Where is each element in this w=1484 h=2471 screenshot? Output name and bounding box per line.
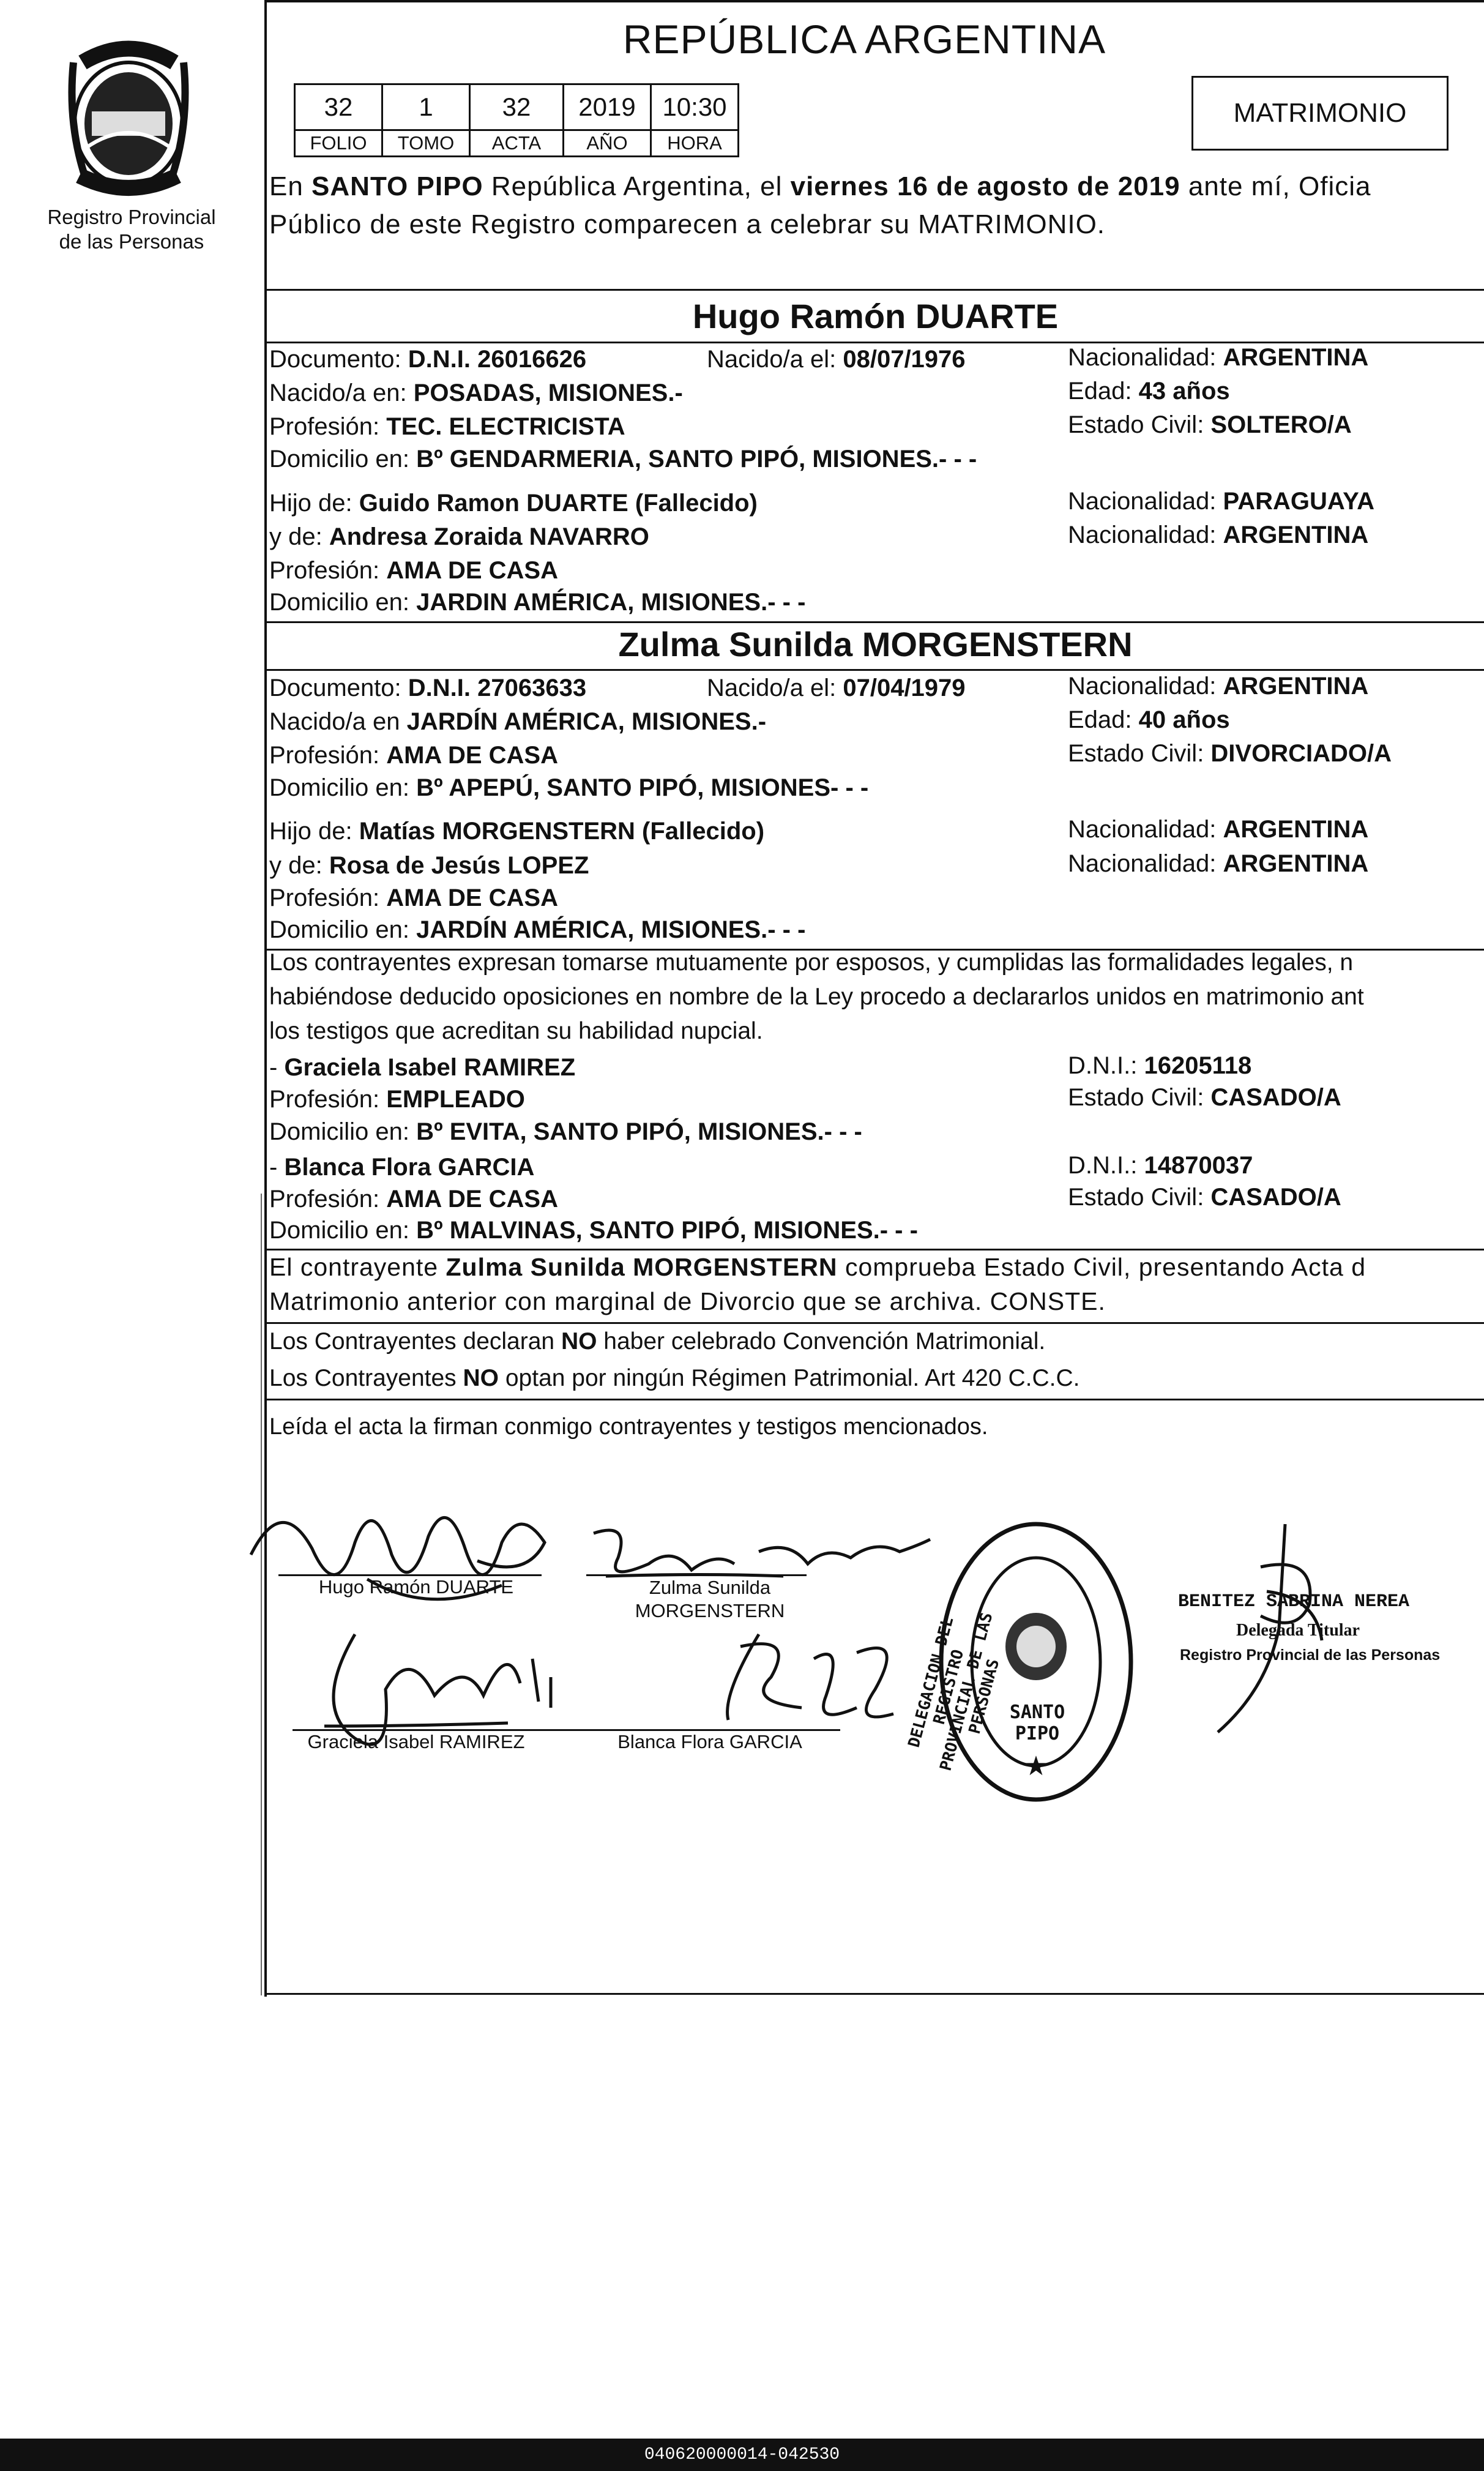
label: Domicilio en: (269, 446, 417, 473)
bride-nationality (1068, 673, 1368, 700)
witness2-civil-status (1068, 1184, 1341, 1211)
value: Bº GENDARMERIA, SANTO PIPÓ, MISIONES.- - - (416, 446, 977, 473)
value: ARGENTINA (1223, 850, 1369, 877)
groom-civil-status (1068, 411, 1352, 439)
bride-name: Zulma Sunilda MORGENSTERN (618, 625, 1133, 664)
registry-label (24, 205, 239, 254)
value: AMA DE CASA (386, 1186, 558, 1213)
bride-signature-name (581, 1576, 838, 1623)
groom-name: Hugo Ramón DUARTE (692, 297, 1059, 335)
bride-father-nationality (1068, 816, 1368, 843)
label: Domicilio en: (269, 1217, 417, 1244)
groom-document (269, 346, 586, 373)
declaration-line2: habiéndose deducido oposiciones en nombre de la Ley procedo a declararlos unidos en matrimonio ant (269, 984, 1364, 1010)
witness1-dni (1068, 1052, 1251, 1080)
civil-status-note (269, 1250, 1484, 1318)
value: AMA DE CASA (386, 742, 558, 769)
anio-value: 2019 (564, 84, 651, 130)
label: Profesión: (269, 884, 387, 911)
label: Domicilio en: (269, 916, 417, 943)
intro-paragraph (269, 168, 1484, 244)
tomo-value: 1 (382, 84, 470, 130)
value: AMA DE CASA (386, 557, 558, 584)
bride-document (269, 675, 586, 702)
value: PARAGUAYA (1223, 488, 1374, 515)
bride-signature-line2: MORGENSTERN (635, 1600, 785, 1621)
label: Domicilio en: (269, 589, 417, 616)
label: Nacionalidad: (1068, 344, 1223, 371)
value: ARGENTINA (1223, 673, 1369, 700)
value: Andresa Zoraida NAVARRO (329, 523, 649, 550)
value: 08/07/1976 (843, 346, 966, 373)
value: AMA DE CASA (386, 884, 558, 911)
value: JARDIN AMÉRICA, MISIONES.- - - (416, 589, 806, 616)
value: 40 años (1138, 706, 1230, 733)
intro-text: ante mí, Oficia (1180, 171, 1371, 201)
groom-profession (269, 413, 625, 441)
label: Nacionalidad: (1068, 816, 1223, 843)
text: comprueba Estado Civil, presentando Acta d (837, 1253, 1367, 1281)
civil-note-line1 (269, 1250, 1484, 1284)
no: NO (561, 1328, 597, 1355)
intro-text: En (269, 171, 312, 201)
groom-parents-address (269, 589, 805, 616)
label: Domicilio en: (269, 1118, 417, 1145)
text: haber celebrado Convención Matrimonial. (597, 1328, 1046, 1355)
groom-mother (269, 523, 649, 551)
name: Zulma Sunilda MORGENSTERN (446, 1253, 838, 1281)
hora-value: 10:30 (651, 84, 739, 130)
officer-name: BENITEZ SABRINA NEREA (1178, 1591, 1410, 1612)
value: 07/04/1979 (843, 675, 966, 701)
value: TEC. ELECTRICISTA (386, 413, 625, 440)
value: JARDÍN AMÉRICA, MISIONES.- (406, 708, 767, 735)
label: Nacionalidad: (1068, 673, 1223, 700)
record-meta-grid (294, 83, 739, 157)
registry-label-line2: de las Personas (59, 230, 204, 253)
bride-mother (269, 852, 589, 880)
label: D.N.I.: (1068, 1052, 1144, 1079)
bride-parents-profession (269, 884, 558, 912)
registry-label-line1: Registro Provincial (47, 206, 216, 228)
value: Guido Ramon DUARTE (Fallecido) (359, 490, 758, 517)
anio-label: AÑO (564, 130, 651, 157)
acta-value: 32 (470, 84, 564, 130)
value: Bº EVITA, SANTO PIPÓ, MISIONES.- - - (416, 1118, 862, 1145)
value: ARGENTINA (1223, 521, 1369, 548)
bride-signature-line1: Zulma Sunilda (649, 1577, 771, 1598)
top-rule (267, 0, 1484, 2)
label: D.N.I.: (1068, 1152, 1144, 1179)
value: CASADO/A (1210, 1084, 1341, 1111)
officer-organization: Registro Provincial de las Personas (1180, 1647, 1441, 1664)
label: Hijo de: (269, 490, 359, 517)
groom-father (269, 490, 758, 517)
intro-place: SANTO PIPO (311, 171, 483, 201)
value: Rosa de Jesús LOPEZ (329, 852, 589, 879)
groom-birthplace (269, 379, 683, 407)
rule (267, 342, 1484, 343)
value: ARGENTINA (1223, 816, 1369, 843)
label: Nacido/a en: (269, 379, 414, 406)
declaration-line3: los testigos que acreditan su habilidad nupcial. (269, 1018, 763, 1044)
convention-paragraph (269, 1323, 1484, 1397)
value: CASADO/A (1210, 1184, 1341, 1211)
value: Graciela Isabel RAMIREZ (284, 1054, 576, 1081)
value: D.N.I. 26016626 (408, 346, 587, 373)
label: Domicilio en: (269, 774, 417, 801)
witness1-profession (269, 1086, 525, 1113)
bride-birthdate (707, 675, 966, 702)
label: Nacionalidad: (1068, 521, 1223, 548)
value: ARGENTINA (1223, 344, 1369, 371)
witness2-signature-name: Blanca Flora GARCIA (617, 1731, 802, 1752)
rule (267, 669, 1484, 671)
value: POSADAS, MISIONES.- (413, 379, 683, 406)
record-type-box: MATRIMONIO (1191, 76, 1449, 151)
intro-text: República Argentina, el (483, 171, 791, 201)
officer-title: Delegada Titular (1236, 1621, 1360, 1640)
text: optan por ningún Régimen Patrimonial. Art 420 C.C.C. (499, 1365, 1080, 1391)
groom-parents-profession (269, 557, 558, 585)
declaration-line1: Los contrayentes expresan tomarse mutuamente por esposos, y cumplidas las formalidades legales, n (269, 949, 1354, 976)
intro-line1 (269, 168, 1484, 206)
label: Estado Civil: (1068, 740, 1211, 767)
stamp-outer-text: DELEGACION DEL REGISTRO PROVINCIAL DE LAS PERSONAS (904, 1610, 1004, 1773)
bride-mother-nationality (1068, 850, 1368, 878)
label: Profesión: (269, 413, 387, 440)
bride-profession (269, 742, 558, 769)
label: Edad: (1068, 706, 1139, 733)
value: Blanca Flora GARCIA (284, 1154, 535, 1181)
value: DIVORCIADO/A (1210, 740, 1392, 767)
bottom-rule (267, 1993, 1484, 1995)
label: Profesión: (269, 1186, 387, 1213)
witness2-signature (704, 1622, 912, 1744)
no: NO (463, 1365, 499, 1391)
value: Bº MALVINAS, SANTO PIPÓ, MISIONES.- - - (416, 1217, 918, 1244)
convention-line2 (269, 1360, 1484, 1397)
groom-signature (245, 1481, 563, 1622)
acta-label: ACTA (470, 130, 564, 157)
value: 43 años (1138, 378, 1230, 405)
label: Nacionalidad: (1068, 850, 1223, 877)
rule (267, 1399, 1484, 1400)
stamp-inner-text: SANTO PIPO (1009, 1702, 1065, 1744)
witness2-dni (1068, 1152, 1253, 1179)
label: y de: (269, 852, 329, 879)
witness1-signature-name: Graciela Isabel RAMIREZ (307, 1731, 525, 1752)
bride-address (269, 774, 868, 802)
folio-value: 32 (295, 84, 382, 130)
label: Estado Civil: (1068, 411, 1211, 438)
label: Documento: (269, 675, 408, 701)
bride-birthplace (269, 708, 766, 736)
value: D.N.I. 27063633 (408, 675, 587, 701)
value: JARDÍN AMÉRICA, MISIONES.- - - (416, 916, 806, 943)
label: Nacido/a el: (707, 675, 843, 701)
groom-age (1068, 378, 1230, 405)
intro-line2: Público de este Registro comparecen a celebrar su MATRIMONIO. (269, 209, 1106, 239)
value: Bº APEPÚ, SANTO PIPÓ, MISIONES- - - (416, 774, 869, 801)
groom-nationality (1068, 344, 1368, 372)
groom-father-nationality (1068, 488, 1374, 515)
witness1-address (269, 1118, 862, 1146)
witness1-name: - Graciela Isabel RAMIREZ (269, 1054, 576, 1081)
rule (267, 621, 1484, 623)
label: Nacido/a el: (707, 346, 843, 373)
bride-age (1068, 706, 1230, 734)
hora-label: HORA (651, 130, 739, 157)
value: 14870037 (1144, 1152, 1253, 1179)
text: El contrayente (269, 1253, 446, 1281)
tomo-label: TOMO (382, 130, 470, 157)
groom-signature-name: Hugo Ramón DUARTE (318, 1576, 514, 1598)
civil-note-line2: Matrimonio anterior con marginal de Divorcio que se archiva. CONSTE. (269, 1287, 1106, 1315)
label: Profesión: (269, 742, 387, 769)
label: Hijo de: (269, 818, 359, 845)
value: EMPLEADO (386, 1086, 525, 1113)
rule (267, 289, 1484, 291)
label: Edad: (1068, 378, 1139, 405)
label: Profesión: (269, 557, 387, 584)
label: Nacido/a en (269, 708, 407, 735)
label: Estado Civil: (1068, 1184, 1211, 1211)
witness1-signature (288, 1622, 618, 1781)
intro-date: viernes 16 de agosto de 2019 (790, 171, 1180, 201)
label: y de: (269, 523, 329, 550)
value: SOLTERO/A (1210, 411, 1352, 438)
value: Matías MORGENSTERN (Fallecido) (359, 818, 765, 845)
label: Nacionalidad: (1068, 488, 1223, 515)
value: 16205118 (1144, 1052, 1252, 1079)
witness1-civil-status (1068, 1084, 1341, 1112)
document-title: REPÚBLICA ARGENTINA (622, 17, 1106, 62)
bride-civil-status (1068, 740, 1392, 768)
groom-address (269, 446, 977, 473)
text: Los Contrayentes (269, 1365, 463, 1391)
document-code-bar: 040620000014-042530 (0, 2439, 1484, 2471)
witness2-profession (269, 1186, 558, 1213)
text: Los Contrayentes declaran (269, 1328, 561, 1355)
label: Estado Civil: (1068, 1084, 1211, 1111)
groom-birthdate (707, 346, 966, 373)
convention-line1 (269, 1323, 1484, 1360)
label: Profesión: (269, 1086, 387, 1113)
declaration-paragraph (269, 946, 1484, 1049)
witness2-address (269, 1217, 918, 1244)
label: Documento: (269, 346, 408, 373)
bride-father (269, 818, 764, 845)
closing-statement: Leída el acta la firman conmigo contrayentes y testigos mencionados. (269, 1414, 988, 1440)
svg-text:★: ★ (1024, 1751, 1048, 1782)
bride-parents-address (269, 916, 805, 944)
groom-mother-nationality (1068, 521, 1368, 549)
witness2-name: - Blanca Flora GARCIA (269, 1154, 535, 1181)
folio-label: FOLIO (295, 130, 382, 157)
